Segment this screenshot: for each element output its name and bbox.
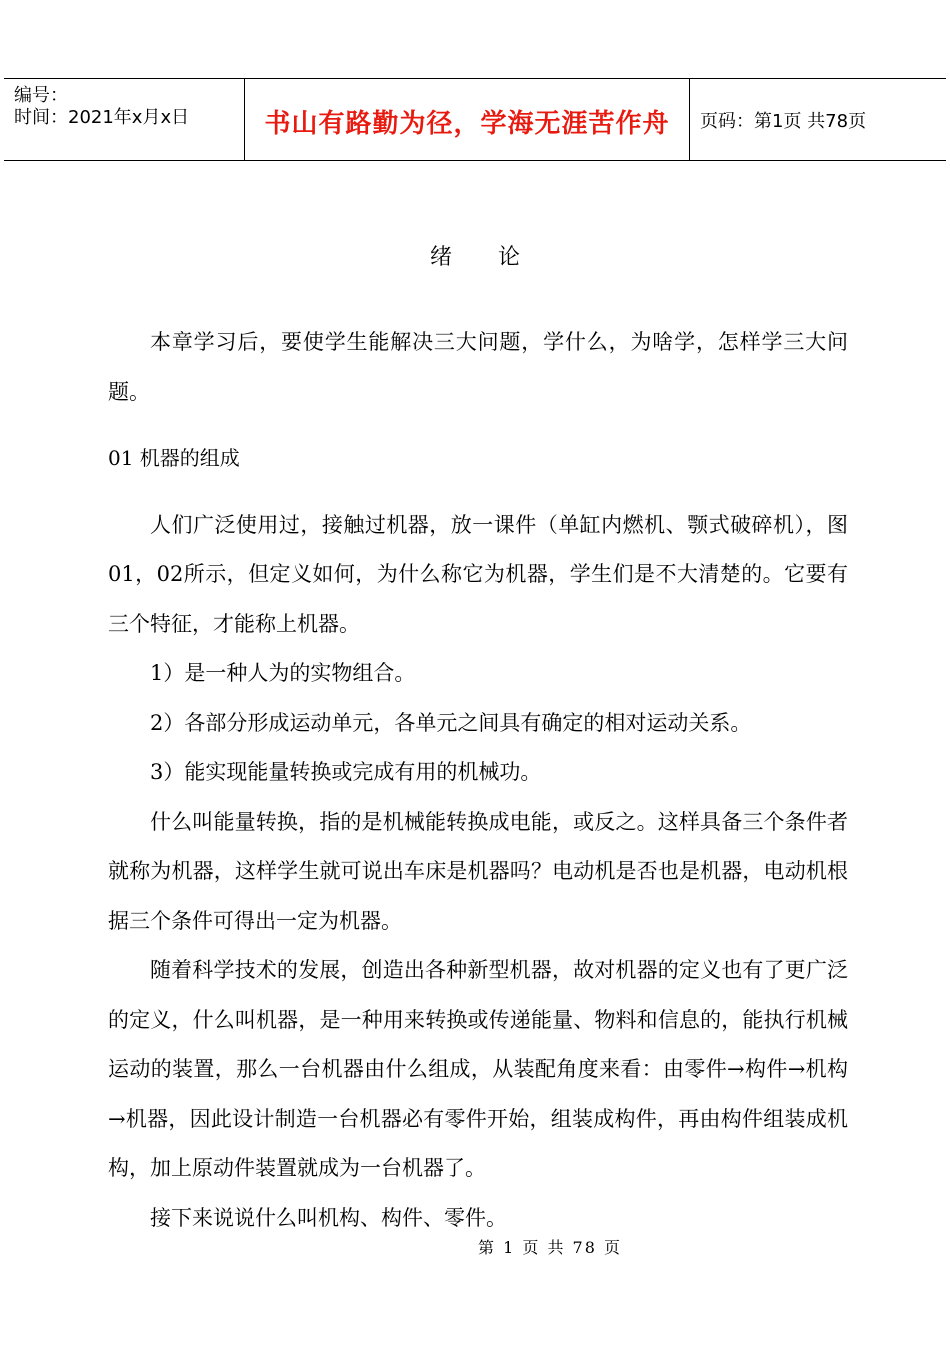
paragraph-definition: 人们广泛使用过，接触过机器，放一课件（单缸内燃机、颚式破碎机），图01，02所示，但定义如何，为什么称它为机器，学生们是不大清楚的。它要有三个特征，才能称上机器。 (108, 512, 848, 636)
motto-text: 书山有路勤为径，学海无涯苦作舟 (264, 109, 670, 139)
date-label: 时间：2021年x月x日 (14, 107, 190, 128)
paragraph-energy-conversion: 什么叫能量转换，指的是机械能转换成电能，或反之。这样具备三个条件者就称为机器，这样学生就可说出车床是机器吗？电动机是否也是机器，电动机根据三个条件可得出一定为机器。 (108, 809, 848, 933)
header-meta-cell (4, 79, 244, 160)
paragraph-next-topic: 接下来说说什么叫机构、构件、零件。 (150, 1205, 507, 1230)
list-item-2: 2）各部分形成运动单元，各单元之间具有确定的相对运动关系。 (150, 710, 752, 735)
intro-paragraph: 本章学习后，要使学生能解决三大问题，学什么，为啥学，怎样学三大问题。 (108, 330, 848, 404)
section-heading: 01 机器的组成 (108, 446, 240, 470)
header-motto-cell (244, 79, 690, 160)
page-info-label: 页码：第1页 共78页 (700, 110, 867, 132)
paragraph-machine-composition: 随着科学技术的发展，创造出各种新型机器，故对机器的定义也有了更广泛的定义，什么叫机器，是一种用来转换或传递能量、物料和信息的，能执行机械运动的装置，那么一台机器由什么组成，从装配角度来看：由零件→构件→机构→机器，因此设计制造一台机器必有零件开始，组装成构件，再由构件组装成机构，加上原动件装置就成为一台机器了。 (108, 958, 848, 1180)
document-header (4, 78, 946, 161)
list-item-3: 3）能实现能量转换或完成有用的机械功。 (150, 760, 542, 784)
document-body (108, 318, 848, 1243)
serial-number-label: 编号： (14, 85, 68, 106)
chapter-title: 绪论 (429, 245, 566, 270)
header-page-cell (690, 79, 946, 160)
page-footer: 第 1 页 共 78 页 (478, 1238, 622, 1257)
list-item-1: 1）是一种人为的实物组合。 (150, 661, 416, 685)
